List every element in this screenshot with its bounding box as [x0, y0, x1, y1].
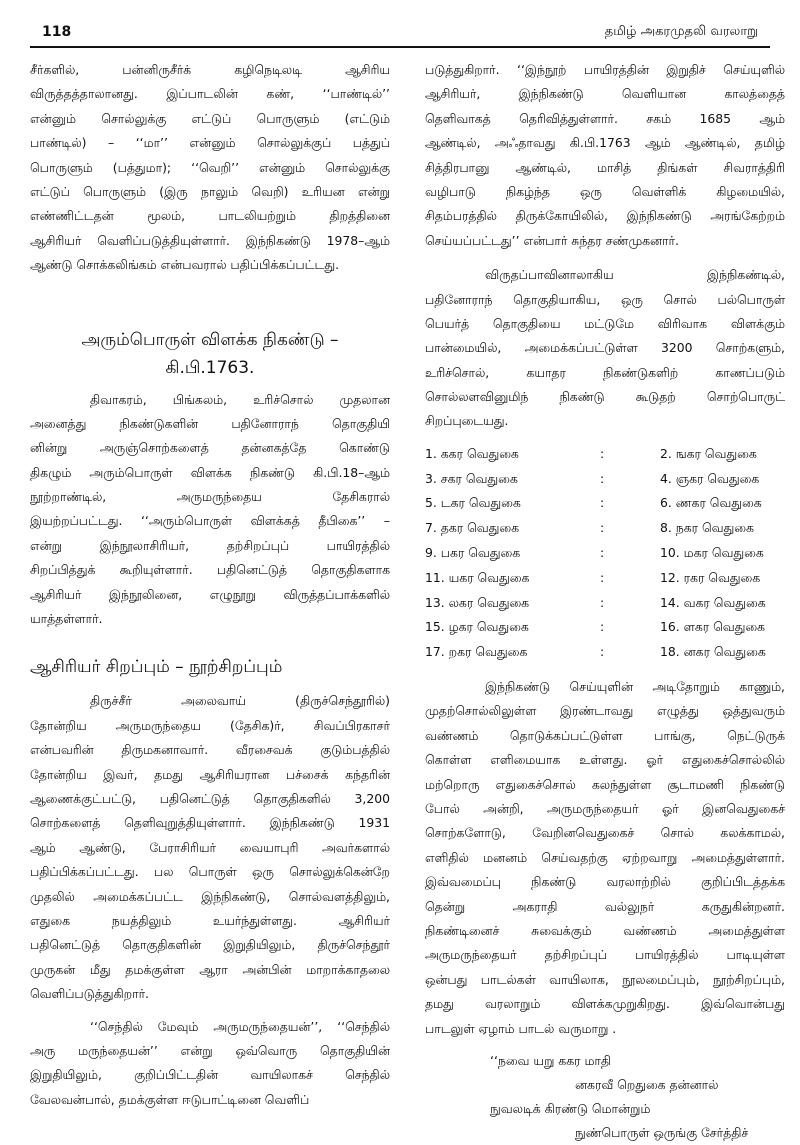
list-separator: :	[600, 470, 605, 486]
paragraph	[425, 58, 785, 253]
paragraph	[425, 263, 785, 434]
paragraph	[30, 58, 390, 278]
text-line: ஆசிரியர், இந்நிகண்டு வெளியான காலத்தைத்	[425, 86, 785, 102]
text-line: திகழும் அரும்பொருள் விளக்க நிகண்டு கி.பி.18–ஆம்	[30, 464, 390, 480]
list-separator: :	[600, 520, 605, 536]
text-line: வழிபாடு நிகழ்ந்த ஒரு வெள்ளிக் கிழமையில்,	[425, 183, 785, 199]
text-line: கொள்ள எளிமையாக உள்ளது. ஓர் எதுகைச்சொல்லில்	[425, 752, 785, 768]
verse-line: னகரவீ றெதுகை தன்னால்	[575, 1076, 719, 1092]
text-line: உரிச்சொல், கயாதர நிகண்டுகளிற் காணப்படும்	[425, 364, 785, 380]
list-separator: :	[600, 594, 605, 610]
text-line: வண்ணம் தொடுக்கப்பட்டுள்ள பாங்கு, நெட்டுருக்	[425, 727, 785, 743]
text-line: படுத்துகிறார். ‘‘இந்நூற் பாயிரத்தின் இறுதிச் செய்யுளில்	[425, 62, 785, 77]
verse-line: நுவலடிக் கிரண்டு மொன்றும்	[490, 1100, 651, 1116]
text-line: இந்நிகண்டு செய்யுளின் அடிதோறும் காணும்,	[485, 679, 785, 695]
text-line: ஆசிரியர் வெளிப்படுத்தியுள்ளார். இந்நிகண்டு 1978–ஆம்	[30, 232, 390, 248]
text-line: விருதப்பாவினாலாகிய இந்நிகண்டில்,	[485, 267, 785, 283]
text-line: இறுதியிலும், குறிப்பிட்டதின் வாயிலாகச் செந்தில்	[30, 1067, 390, 1083]
list-separator: :	[600, 644, 605, 660]
list-separator: :	[600, 545, 605, 561]
list-item: 6. ணகர வெதுகை	[660, 495, 762, 511]
verse-line: நுண்பொருள் ஒருங்கு சேர்த்திச்	[575, 1124, 749, 1140]
text-line: எளிதில் மனனம் செய்வதற்கு ஏற்றவாறு அமைத்துள்ளார்.	[425, 849, 785, 865]
text-line: வேலவன்பால், தமக்குள்ள ஈடுபாட்டினை வெளிப்	[30, 1091, 310, 1107]
list-item: 14. வகர வெதுகை	[660, 594, 766, 610]
text-line: முதலில் அமைக்கப்பட்ட இந்நிகண்டு, சொல்வளத்திலும்,	[30, 888, 390, 904]
list-separator: :	[600, 495, 605, 511]
text-line: பதினெட்டுத் தொகுதிகளின் இறுதியிலும், திருச்செந்தூர்	[30, 937, 390, 953]
list-item: 9. பகர வெதுகை	[425, 545, 521, 561]
running-title: தமிழ் அகரமுதலி வரலாறு	[604, 24, 758, 39]
list-item: 13. லகர வெதுகை	[425, 594, 530, 610]
list-row	[425, 541, 785, 566]
text-line: பதிப்பிக்கப்பட்டது. பல பொருள் ஒரு சொல்லுக்கென்றே	[30, 864, 390, 880]
list-item: 18. னகர வெதுகை	[660, 644, 766, 660]
paragraph	[30, 1015, 390, 1113]
text-line: விருத்தத்தாலானது. இப்பாடலின் கண், ‘‘பாண்டில்’’	[30, 86, 390, 102]
text-line: நிகண்டினைச் சுவைக்கும் வண்ணம் அமைத்துள்ள	[425, 922, 785, 938]
text-line: யாத்தள்ளார்.	[30, 611, 103, 627]
list-item: 10. மகர வெதுகை	[660, 545, 764, 561]
list-item: 16. ளகர வெதுகை	[660, 619, 765, 635]
text-line: சிறப்புடையது.	[425, 413, 509, 429]
text-line: சிதம்பரத்தில் திருக்கோயிலில், இந்நிகண்டு அரங்கேற்றம்	[425, 208, 785, 224]
list-item: 7. தகர வெதுகை	[425, 520, 519, 536]
text-line: நூற்றாண்டில், அருமருந்தைய தேசிகரால்	[30, 489, 390, 505]
list-row	[425, 442, 785, 467]
list-row	[425, 615, 785, 640]
text-line: பெயர்த் தொகுதியை மட்டுமே விரிவாக விளக்கும்	[425, 315, 785, 331]
text-line: எண்ணிட்டதன் மூலம், பாடலியற்றும் திறத்தினை	[30, 208, 390, 224]
section-heading: அரும்பொருள் விளக்க நிகண்டு –	[81, 329, 339, 350]
text-line: பதினோராந் தொகுதியாகிய, ஒரு சொல் பல்பொருள்	[425, 291, 785, 307]
list-item: 11. யகர வெதுகை	[425, 569, 530, 585]
text-line: தோன்றிய இவர், தமது ஆசிரியரான பச்சைக் கந்தரின்	[30, 766, 390, 782]
list-separator: :	[600, 569, 605, 585]
list-item: 15. ழகர வெதுகை	[425, 619, 529, 635]
text-line: என்பவரின் திருமகனாவார். வீரசைவக் குடும்பத்தில்	[30, 742, 390, 758]
list-row	[425, 566, 785, 591]
text-line: ஆண்டு சொக்கலிங்கம் என்பவரால் பதிப்பிக்கப்பட்டது.	[30, 257, 340, 273]
text-line: செய்யப்பட்டது’’ என்பார் சுந்தர சண்முகனார்.	[425, 232, 679, 248]
text-line: வெளிப்படுத்துகிறார்.	[30, 986, 149, 1002]
text-line: தமது வரலாறும் விளக்கமுறுகிறது. இவ்வொன்பது	[425, 996, 785, 1012]
text-line: ஆணைக்குட்பட்டு, பதினெட்டுத் தொகுதிகளில் 3,200	[30, 790, 390, 806]
verse-line: ‘‘நவை யறு ககர மாதி	[490, 1052, 612, 1068]
text-line: திவாகரம், பிங்கலம், உரிச்சொல் முதலான	[90, 391, 390, 407]
text-line: ஆசிரியர் இந்நூலினை, எழுநூறு விருத்தப்பாக்களில்	[30, 586, 390, 602]
text-line: சொல்லளவினுமிந் நிகண்டு கூடுதற் சொற்பொருட்	[425, 389, 785, 405]
text-line: என்று இந்நூலாசிரியர், தற்சிறப்புப் பாயிரத்தில்	[30, 537, 390, 553]
sections-list	[425, 442, 785, 665]
paragraph	[425, 675, 785, 1041]
list-item: 2. ஙகர வெதுகை	[660, 445, 757, 461]
text-line: பாண்டில்) – ‘‘மா’’ என்னும் சொல்லுக்குப் பத்துப்	[30, 135, 390, 151]
page-header	[30, 18, 770, 48]
text-line: ஒன்பது பாடல்கள் வாயிலாக, நூலமைப்பும், நூற்சிறப்பும்,	[425, 971, 785, 987]
list-item: 5. டகர வெதுகை	[425, 495, 521, 511]
list-item: 17. றகர வெதுகை	[425, 644, 528, 660]
text-line: சொற்களைத் தெளிவுறுத்தியுள்ளார். இந்நிகண்டு 1931	[30, 815, 390, 831]
text-line: தென்று அகராதி வல்லுநர் கருதுகின்றனர்.	[425, 898, 785, 914]
text-line: சிறப்பித்துக் கூறியுள்ளார். பதினெட்டுத் தொகுதிகளாக	[30, 562, 390, 578]
section-heading-date: கி.பி.1763.	[165, 357, 255, 378]
text-line: தோன்றிய அருமருந்தைய (தேசிக)ர், சிவப்பிரகாசர்	[30, 717, 390, 733]
text-line: ஆண்டில், அஃதாவது கி.பி.1763 ஆம் ஆண்டில், தமிழ்	[425, 135, 785, 151]
text-line: பொருளும் (பத்துமா); ‘‘வெறி’’ என்னும் சொல்லுக்கு	[30, 159, 390, 175]
list-row	[425, 640, 785, 665]
text-line: தெளிவாகத் தெரிவித்துள்ளார். சகம் 1685 ஆம்	[425, 110, 785, 126]
text-line: ‘‘செந்தில் மேவும் அருமருந்தையன்’’, ‘‘செந்தில்	[90, 1018, 390, 1034]
section-heading: ஆசிரியர் சிறப்பும் – நூற்சிறப்பும்	[30, 657, 283, 678]
text-line: முதற்சொல்லிலுள்ள இரண்டாவது எழுத்து ஒத்துவரும்	[425, 703, 785, 719]
text-line: இயற்றப்பட்டது. ‘‘அரும்பொருள் விளக்கத் தீபிகை’’ –	[30, 513, 390, 529]
text-line: இவ்வமைப்பு நிகண்டு வரலாற்றில் குறிப்பிடத்தக்க	[425, 874, 785, 890]
list-row	[425, 516, 785, 541]
text-line: அருமருந்தையர் தற்சிறப்புப் பாயிரத்தில் பாடியுள்ள	[425, 947, 785, 963]
text-line: மற்றொரு எதுகைச்சொல் கலந்துள்ள சூடாமணி நிகண்டு	[425, 776, 785, 792]
text-line: எட்டுப் பொருளும் (இரு நாலும் வெறி) உரியன என்று	[30, 183, 390, 199]
paragraph	[30, 689, 390, 1006]
left-column	[30, 58, 390, 1112]
right-column	[425, 58, 785, 1145]
text-line: பான்மையில், அமைக்கப்பட்டுள்ள 3200 சொற்களும்,	[425, 340, 785, 356]
list-item: 1. ககர வெதுகை	[425, 445, 519, 461]
list-row	[425, 467, 785, 492]
list-separator: :	[600, 619, 605, 635]
list-item: 3. சகர வெதுகை	[425, 470, 518, 486]
text-line: சித்திரபானு ஆண்டில், மாசித் திங்கள் சிவராத்திரி	[425, 159, 785, 175]
list-separator: :	[600, 445, 605, 461]
page-number: 118	[42, 24, 72, 40]
text-line: முருகன் மீது தமக்குள்ள ஆரா அன்பின் மாறாக்காதலை	[30, 961, 390, 977]
text-line: பாடலுள் ஏழாம் பாடல் வருமாறு .	[425, 1020, 617, 1036]
text-line: சொற்களோடு, வேறினவெதுகைச் சொல் கலக்காமல்,	[425, 825, 785, 841]
text-line: போல் அன்றி, அருமருந்தையர் ஓர் இனவெதுகைச்	[425, 800, 785, 816]
list-item: 12. ரகர வெதுகை	[660, 569, 761, 585]
text-line: என்னும் சொல்லுக்கு எட்டுப் பொருளும் (எட்டும்	[30, 110, 390, 126]
paragraph	[30, 388, 390, 632]
list-row	[425, 591, 785, 616]
list-row	[425, 491, 785, 516]
text-line: ஆம் ஆண்டு, பேராசிரியர் வையாபுரி அவர்களால்	[30, 839, 390, 855]
text-line: சீர்களில், பன்னிருசீர்க் கழிநெடிலடி ஆசிரிய	[30, 62, 390, 77]
text-line: அரு மருந்தையன்’’ என்று ஒவ்வொரு தொகுதியின்	[30, 1042, 390, 1058]
text-line: னின்று அருஞ்சொற்களைத் தன்னகத்தே கொண்டு	[30, 440, 390, 456]
list-item: 8. நகர வெதுகை	[660, 520, 754, 536]
text-line: அனைத்து நிகண்டுகளின் பதினோராந் தொகுதியி	[30, 415, 390, 431]
text-line: எதுகை நயத்திலும் உயர்ந்துள்ளது. ஆசிரியர்	[30, 912, 390, 928]
list-item: 4. ஞகர வெதுகை	[660, 470, 760, 486]
verse	[425, 1049, 785, 1145]
text-line: திருச்சீர் அலைவாய் (திருச்செந்தூரில்)	[90, 693, 390, 709]
